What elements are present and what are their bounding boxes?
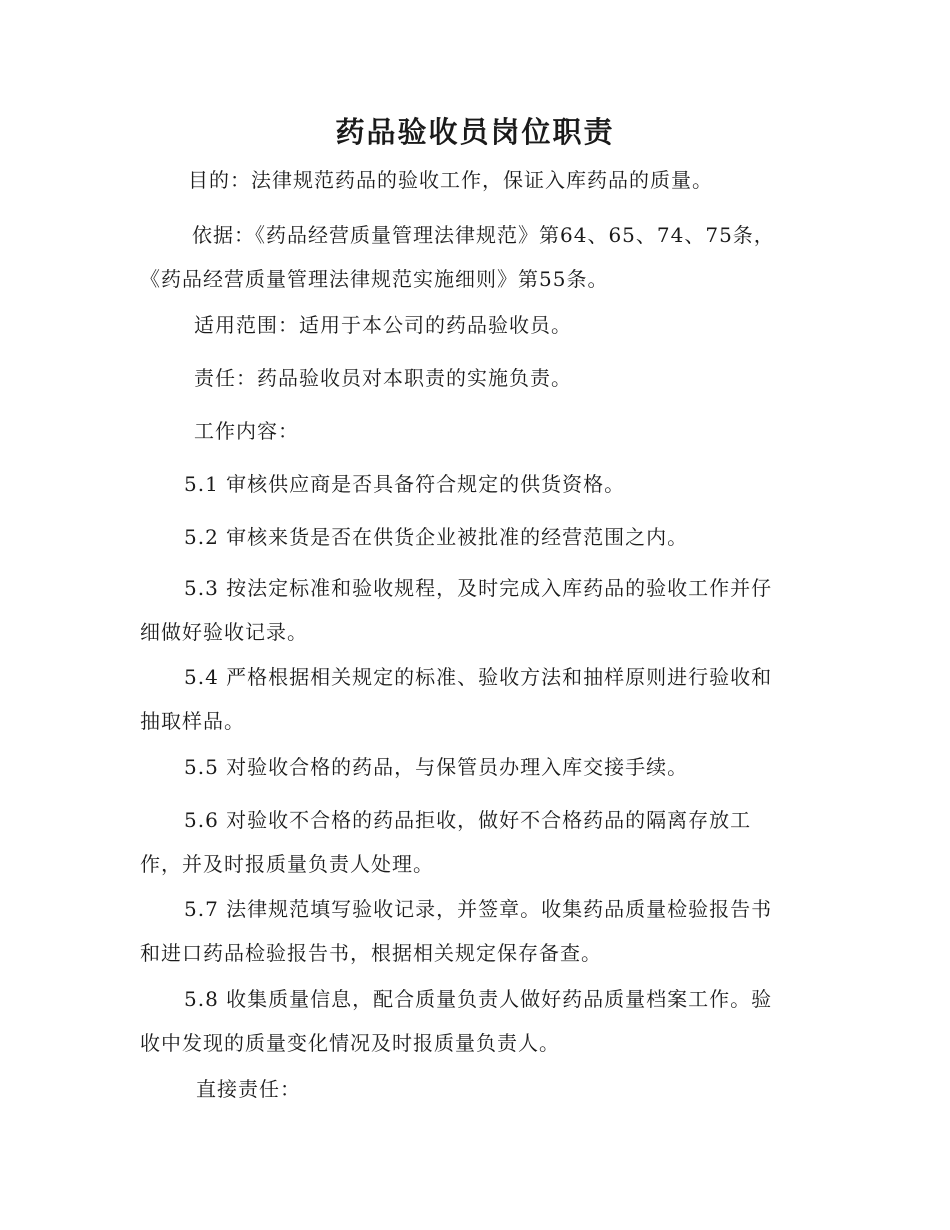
work-item-5-4-line-2: 抽取样品。 bbox=[140, 709, 245, 733]
work-item-5-3-line-2: 细做好验收记录。 bbox=[140, 620, 308, 644]
work-content-heading: 工作内容： bbox=[194, 419, 299, 443]
purpose-paragraph: 目的：法律规范药品的验收工作，保证入库药品的质量。 bbox=[188, 168, 713, 192]
work-item-5-1: 5.1 审核供应商是否具备符合规定的供货资格。 bbox=[184, 472, 626, 496]
work-item-5-3-line-1: 5.3 按法定标准和验收规程，及时完成入库药品的验收工作并仔 bbox=[184, 576, 773, 600]
work-item-5-8 bbox=[140, 977, 810, 1065]
work-item-5-6-line-1: 5.6 对验收不合格的药品拒收，做好不合格药品的隔离存放工 bbox=[184, 808, 752, 832]
work-item-5-8-line-1: 5.8 收集质量信息，配合质量负责人做好药品质量档案工作。验 bbox=[184, 987, 773, 1011]
work-item-5-5: 5.5 对验收合格的药品，与保管员办理入库交接手续。 bbox=[184, 755, 689, 779]
scope-paragraph: 适用范围：适用于本公司的药品验收员。 bbox=[194, 313, 572, 337]
work-item-5-4 bbox=[140, 655, 810, 743]
work-item-5-3 bbox=[140, 566, 810, 654]
basis-line-2: 《药品经营质量管理法律规范实施细则》第55条。 bbox=[140, 267, 609, 291]
page-title: 药品验收员岗位职责 bbox=[335, 115, 615, 149]
work-item-5-2: 5.2 审核来货是否在供货企业被批准的经营范围之内。 bbox=[184, 525, 689, 549]
basis-line-1: 依据：《药品经营质量管理法律规范》第64、65、74、75条， bbox=[192, 223, 775, 247]
work-item-5-7-line-1: 5.7 法律规范填写验收记录，并签章。收集药品质量检验报告书 bbox=[184, 897, 773, 921]
work-item-5-6 bbox=[140, 798, 810, 886]
work-item-5-8-line-2: 收中发现的质量变化情况及时报质量负责人。 bbox=[140, 1031, 560, 1055]
basis-paragraph bbox=[140, 213, 810, 301]
responsibility-paragraph: 责任：药品验收员对本职责的实施负责。 bbox=[194, 366, 572, 390]
work-item-5-6-line-2: 作，并及时报质量负责人处理。 bbox=[140, 852, 434, 876]
direct-responsibility-heading: 直接责任： bbox=[196, 1077, 301, 1101]
work-item-5-7 bbox=[140, 887, 810, 975]
work-item-5-7-line-2: 和进口药品检验报告书，根据相关规定保存备查。 bbox=[140, 941, 602, 965]
work-item-5-4-line-1: 5.4 严格根据相关规定的标准、验收方法和抽样原则进行验收和 bbox=[184, 665, 773, 689]
